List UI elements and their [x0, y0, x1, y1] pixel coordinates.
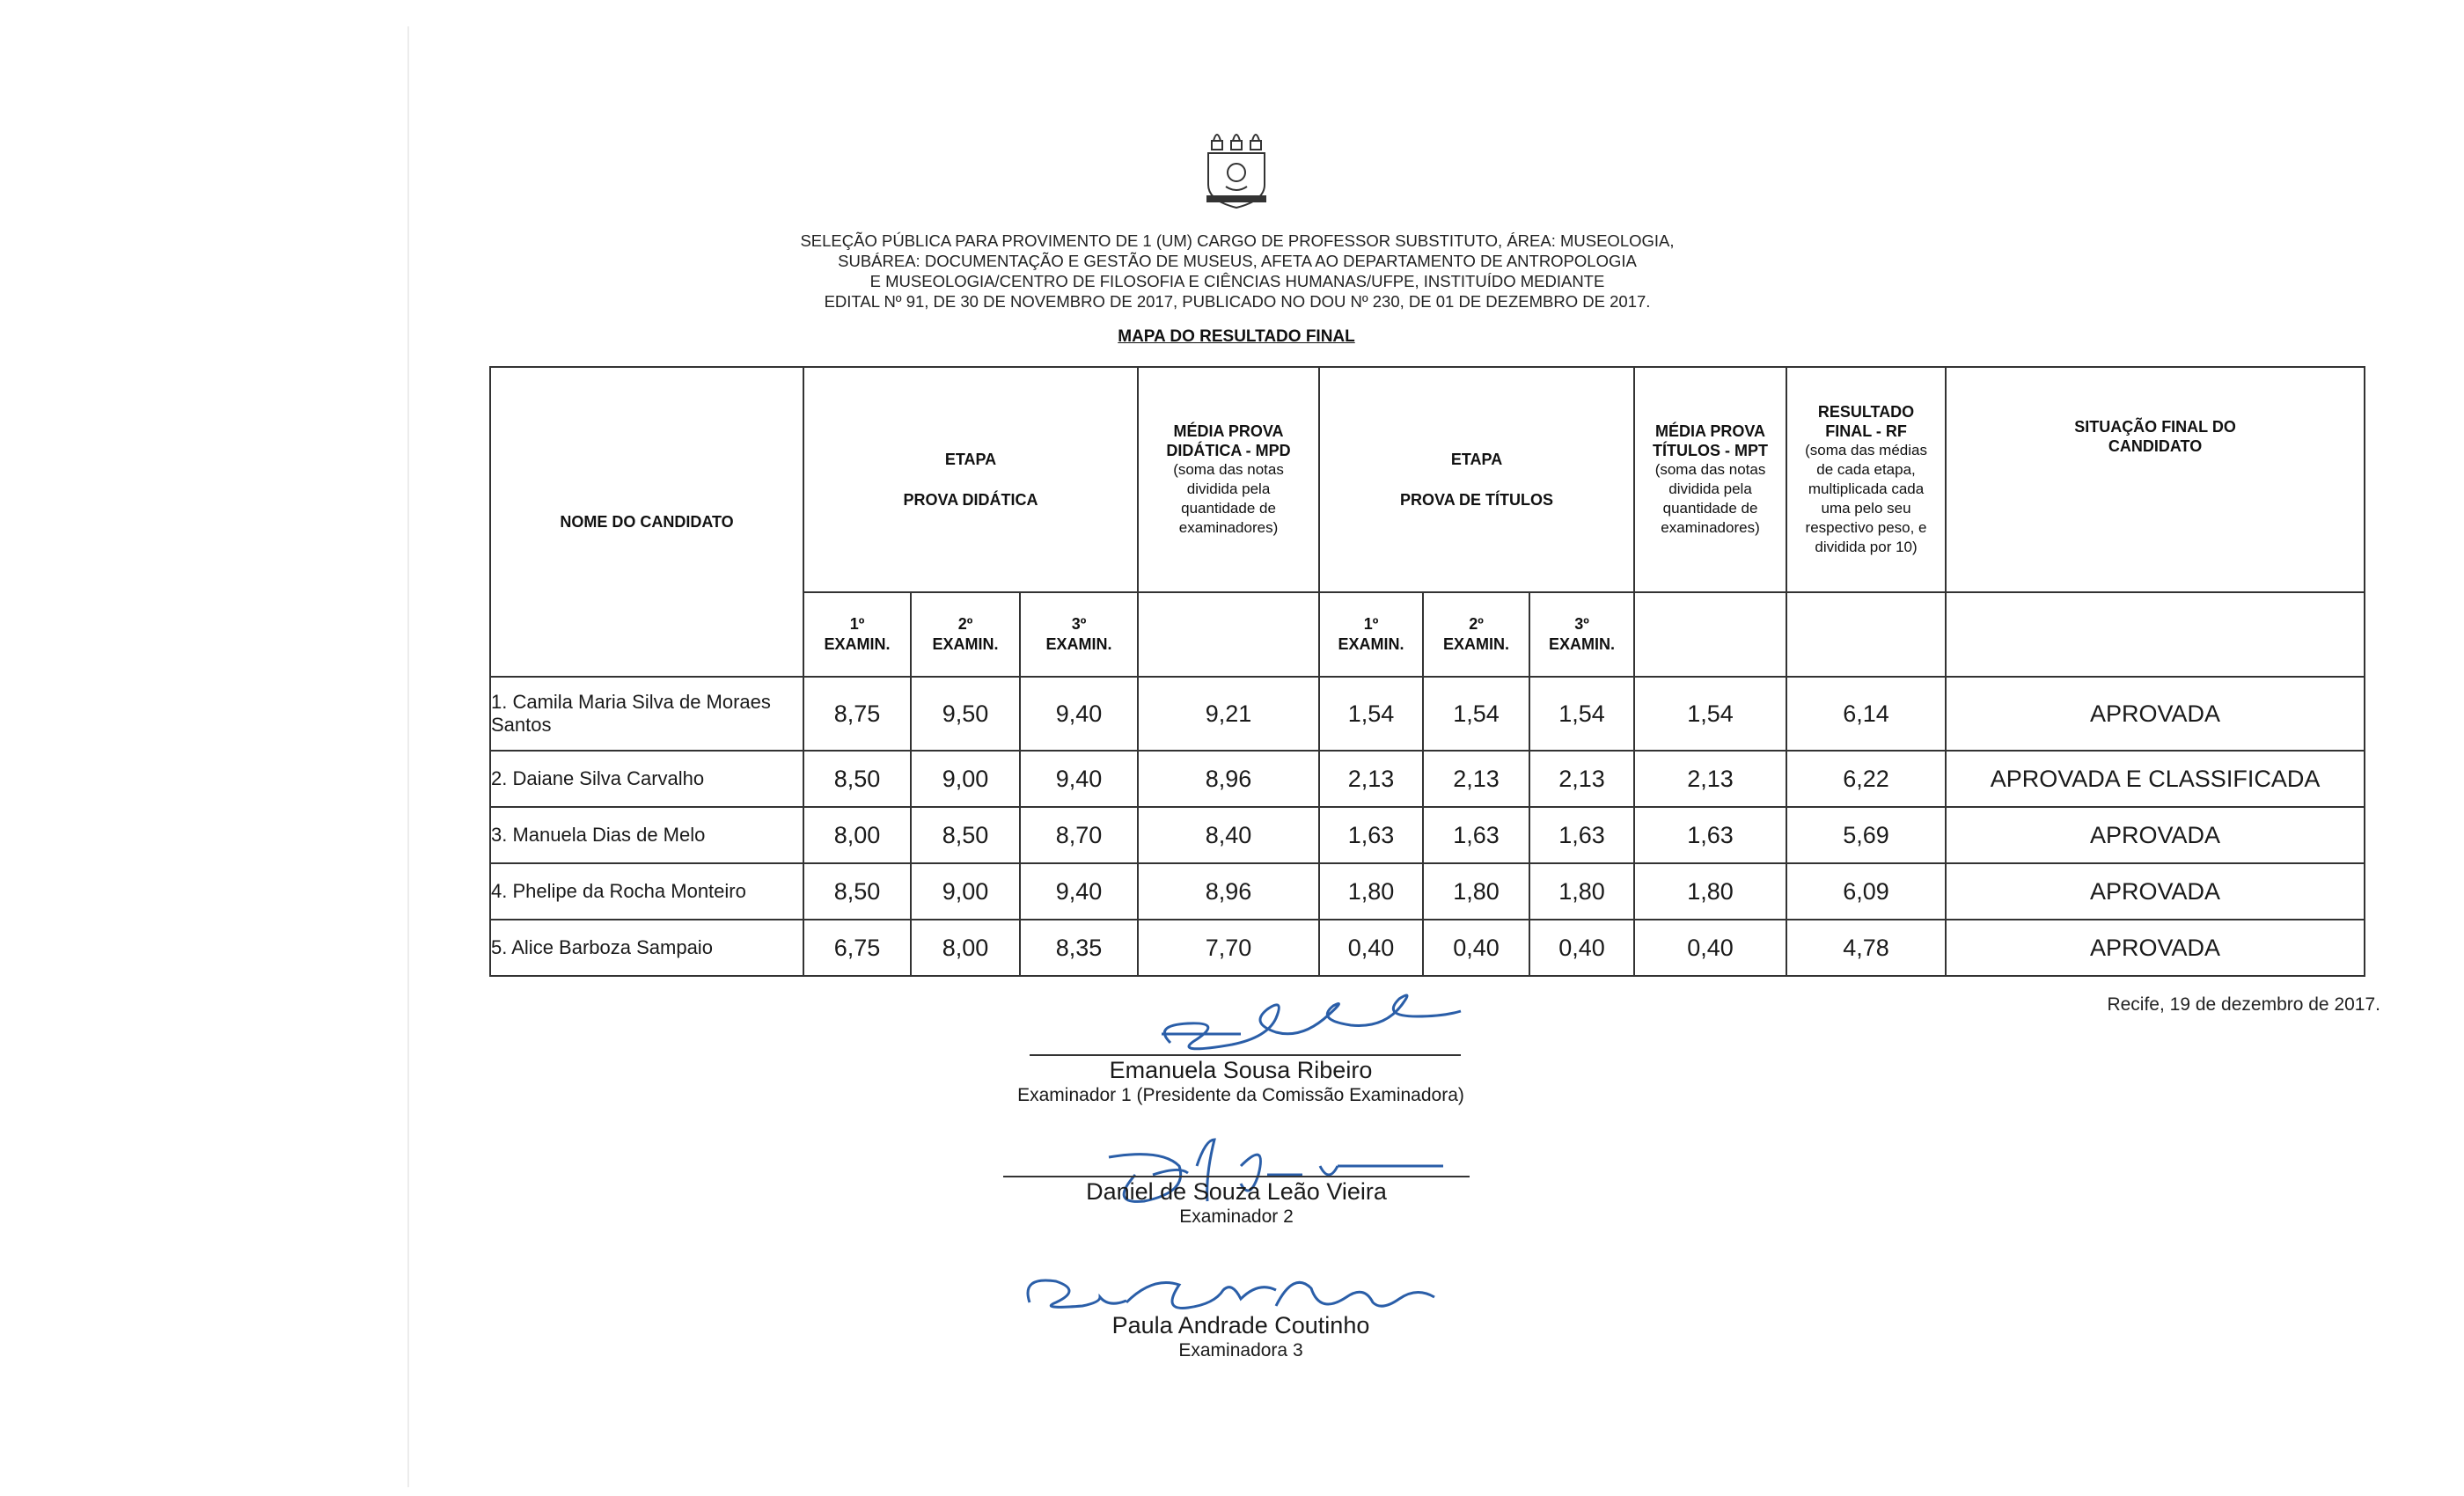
rf-value: 6,14: [1786, 677, 1946, 751]
titulos-score: 1,54: [1319, 677, 1423, 751]
empty-header-cell: [1946, 592, 2365, 677]
mpt-note: (soma das notas dividida pela quantidade de examinadores): [1654, 461, 1766, 536]
rf-value: 5,69: [1786, 807, 1946, 863]
rf-value: 6,09: [1786, 863, 1946, 920]
examiner-header: 2º EXAMIN.: [911, 592, 1020, 677]
rf-value: 6,22: [1786, 751, 1946, 807]
mpt-value: 0,40: [1634, 920, 1786, 976]
titulos-score: 2,13: [1319, 751, 1423, 807]
col-header-rf: [1786, 367, 1946, 592]
didatica-score: 8,35: [1020, 920, 1138, 976]
empty-header-cell: [1634, 592, 1786, 677]
results-table: [489, 366, 2365, 977]
col-header-nome: NOME DO CANDIDATO: [490, 367, 803, 677]
rf-note: (soma das médias de cada etapa, multiplicada cada uma pelo seu respectivo peso, e dividida por 10): [1805, 442, 1927, 555]
place-date: Recife, 19 de dezembro de 2017.: [2107, 994, 2380, 1015]
titulos-score: 2,13: [1423, 751, 1529, 807]
header-line: EDITAL Nº 91, DE 30 DE NOVEMBRO DE 2017, PUBLICADO NO DOU Nº 230, DE 01 DE DEZEMBRO DE 2017.: [824, 292, 1651, 311]
mpd-note: (soma das notas dividida pela quantidade de examinadores): [1173, 461, 1284, 536]
mpd-value: 9,21: [1138, 677, 1319, 751]
status-cell: APROVADA: [1946, 677, 2365, 751]
signatory-name: Daniel de Souza Leão Vieira: [1086, 1178, 1387, 1205]
empty-header-cell: [1138, 592, 1319, 677]
titulos-score: 0,40: [1529, 920, 1634, 976]
status-cell: APROVADA: [1946, 863, 2365, 920]
mpt-value: 1,54: [1634, 677, 1786, 751]
candidate-name: 5. Alice Barboza Sampaio: [490, 920, 803, 976]
header-line: SUBÁREA: DOCUMENTAÇÃO E GESTÃO DE MUSEUS, AFETA AO DEPARTAMENTO DE ANTROPOLOGIA: [838, 252, 1637, 270]
didatica-score: 9,40: [1020, 751, 1138, 807]
col-header-prova-didatica: [803, 367, 1138, 592]
didatica-score: 8,50: [803, 751, 911, 807]
didatica-score: 8,00: [911, 920, 1020, 976]
titulos-score: 2,13: [1529, 751, 1634, 807]
signatory-role: Examinador 2: [1179, 1206, 1294, 1227]
examiner-header: 1º EXAMIN.: [803, 592, 911, 677]
table-row: [490, 920, 2365, 976]
titulos-score: 1,63: [1319, 807, 1423, 863]
status-cell: APROVADA E CLASSIFICADA: [1946, 751, 2365, 807]
rf-value: 4,78: [1786, 920, 1946, 976]
etapa-label: ETAPA: [944, 451, 997, 468]
didatica-score: 9,40: [1020, 863, 1138, 920]
handwritten-signature-1: [1135, 990, 1505, 1060]
titulos-score: 1,63: [1529, 807, 1634, 863]
col-header-situacao: [1946, 367, 2365, 592]
rf-title: RESULTADO FINAL - RF: [1817, 403, 1915, 440]
didatica-score: 9,00: [911, 751, 1020, 807]
document-title: MAPA DO RESULTADO FINAL: [1118, 327, 1355, 346]
mpt-value: 1,80: [1634, 863, 1786, 920]
titulos-score: 0,40: [1423, 920, 1529, 976]
examiner-header: 3º EXAMIN.: [1020, 592, 1138, 677]
titulos-score: 1,63: [1423, 807, 1529, 863]
col-header-prova-titulos: [1319, 367, 1634, 592]
titulos-score: 1,54: [1423, 677, 1529, 751]
candidate-name: 3. Manuela Dias de Melo: [490, 807, 803, 863]
situacao-label: SITUAÇÃO FINAL DO CANDIDATO: [2074, 418, 2236, 455]
didatica-score: 8,75: [803, 677, 911, 751]
examiner-header: 2º EXAMIN.: [1423, 592, 1529, 677]
prova-didatica-label: PROVA DIDÁTICA: [903, 491, 1038, 509]
candidate-name: 4. Phelipe da Rocha Monteiro: [490, 863, 803, 920]
signature-block-1: [994, 1054, 1487, 1107]
candidate-name: 2. Daiane Silva Carvalho: [490, 751, 803, 807]
didatica-score: 8,70: [1020, 807, 1138, 863]
col-header-mpd: [1138, 367, 1319, 592]
signature-block-2: [1003, 1176, 1470, 1228]
mpd-value: 8,96: [1138, 863, 1319, 920]
mpd-value: 8,96: [1138, 751, 1319, 807]
signature-block-3: [1030, 1311, 1452, 1362]
mpd-value: 8,40: [1138, 807, 1319, 863]
didatica-score: 9,00: [911, 863, 1020, 920]
document-header: [616, 231, 1859, 312]
scan-edge: [407, 26, 409, 1487]
table-row: [490, 807, 2365, 863]
signatory-role: Examinadora 3: [1178, 1340, 1303, 1360]
didatica-score: 6,75: [803, 920, 911, 976]
titulos-score: 1,54: [1529, 677, 1634, 751]
header-line: E MUSEOLOGIA/CENTRO DE FILOSOFIA E CIÊNCIAS HUMANAS/UFPE, INSTITUÍDO MEDIANTE: [869, 272, 1605, 290]
university-crest-logo: [1201, 114, 1272, 216]
didatica-score: 9,40: [1020, 677, 1138, 751]
mpt-value: 2,13: [1634, 751, 1786, 807]
table-row: [490, 863, 2365, 920]
titulos-score: 1,80: [1423, 863, 1529, 920]
table-row: [490, 751, 2365, 807]
signatory-name: Emanuela Sousa Ribeiro: [1109, 1057, 1373, 1083]
signatory-role: Examinador 1 (Presidente da Comissão Examinadora): [1017, 1085, 1464, 1105]
mpd-value: 7,70: [1138, 920, 1319, 976]
signatory-name: Paula Andrade Coutinho: [1111, 1312, 1370, 1338]
titulos-score: 0,40: [1319, 920, 1423, 976]
col-header-mpt: [1634, 367, 1786, 592]
examiner-header: 3º EXAMIN.: [1529, 592, 1634, 677]
etapa-label: ETAPA: [1450, 451, 1503, 468]
status-cell: APROVADA: [1946, 807, 2365, 863]
empty-header-cell: [1786, 592, 1946, 677]
mpt-title: MÉDIA PROVA TÍTULOS - MPT: [1653, 422, 1769, 459]
didatica-score: 8,50: [803, 863, 911, 920]
titulos-score: 1,80: [1529, 863, 1634, 920]
status-cell: APROVADA: [1946, 920, 2365, 976]
mpt-value: 1,63: [1634, 807, 1786, 863]
titulos-score: 1,80: [1319, 863, 1423, 920]
mpd-title: MÉDIA PROVA DIDÁTICA - MPD: [1166, 422, 1291, 459]
candidate-name: 1. Camila Maria Silva de Moraes Santos: [490, 677, 803, 751]
table-row: [490, 677, 2365, 751]
examiner-header: 1º EXAMIN.: [1319, 592, 1423, 677]
didatica-score: 9,50: [911, 677, 1020, 751]
didatica-score: 8,00: [803, 807, 911, 863]
prova-titulos-label: PROVA DE TÍTULOS: [1400, 491, 1554, 509]
header-line: SELEÇÃO PÚBLICA PARA PROVIMENTO DE 1 (UM) CARGO DE PROFESSOR SUBSTITUTO, ÁREA: MUSEOLOGIA,: [800, 231, 1675, 250]
didatica-score: 8,50: [911, 807, 1020, 863]
